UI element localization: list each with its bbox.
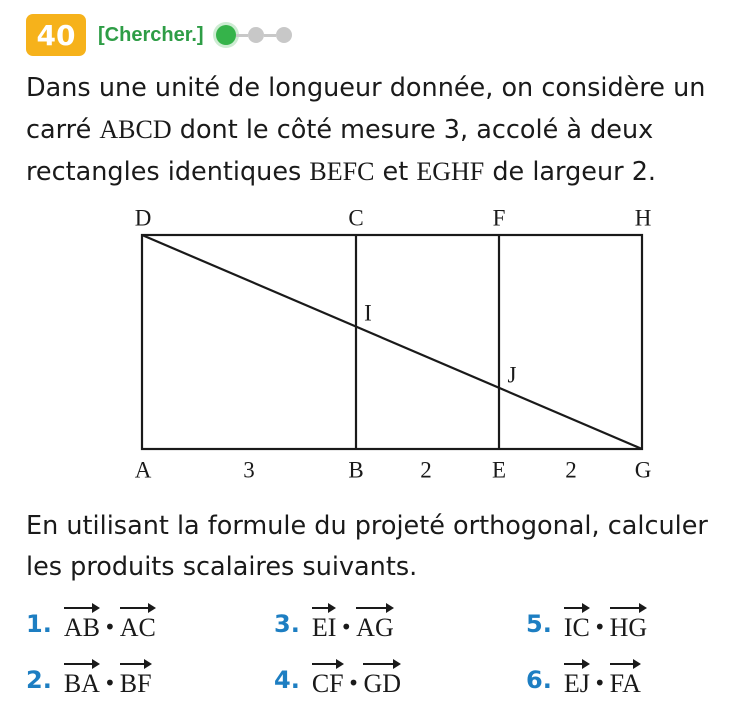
dot-product-symbol: •: [593, 671, 606, 695]
point-label-c: C: [348, 205, 364, 231]
vector-icon: BF: [120, 663, 152, 697]
difficulty-link: [264, 34, 276, 37]
exercise-number: 1.: [26, 610, 52, 638]
difficulty-dot-icon: [248, 27, 264, 43]
exercise-tag: [Chercher.]: [98, 23, 204, 46]
difficulty-link: [236, 34, 248, 37]
exercise-header: [26, 14, 292, 56]
vector-icon: BA: [64, 663, 100, 697]
exercise-number: 2.: [26, 666, 52, 694]
intro-text: de largeur 2.: [492, 157, 657, 187]
vector-icon: IC: [564, 607, 590, 641]
vector-icon: HG: [610, 607, 648, 641]
point-label-e: E: [491, 457, 507, 483]
exercise-item-2: [26, 660, 152, 700]
point-label-d: D: [134, 205, 152, 231]
exercise-item-6: [526, 660, 641, 700]
length-label-be: 2: [420, 457, 432, 483]
point-label-g: G: [634, 457, 652, 483]
intro-paragraph: [26, 68, 736, 193]
exercise-number: 6.: [526, 666, 552, 694]
difficulty-indicator: [216, 25, 292, 45]
dot-product-symbol: •: [103, 615, 116, 639]
vector-icon: EJ: [564, 663, 590, 697]
vector-icon: AG: [356, 607, 394, 641]
length-label-eg: 2: [565, 457, 577, 483]
question-text: En utilisant la formule du projeté orthogonal, calculer les produits scalaires suivants.: [26, 511, 708, 582]
point-label-i: I: [364, 300, 372, 326]
vector-icon: EI: [312, 607, 337, 641]
intro-text: dont le côté mesure 3, accolé à deux rectangles identiques: [26, 115, 654, 187]
difficulty-dot-active-icon: [216, 25, 236, 45]
figure-drawing: [0, 195, 750, 495]
point-label-f: F: [492, 205, 506, 231]
point-label-j: J: [507, 362, 517, 388]
intro-text: et: [382, 157, 409, 187]
vector-icon: FA: [610, 663, 641, 697]
rectangle-name: BEFC: [309, 157, 375, 186]
exercise-number: 4.: [274, 666, 300, 694]
square-name: ABCD: [99, 115, 172, 144]
length-label-ab: 3: [243, 457, 255, 483]
exercise-number: 3.: [274, 610, 300, 638]
exercise-number-badge: 40: [26, 14, 86, 56]
dot-product-symbol: •: [103, 671, 116, 695]
difficulty-dot-icon: [276, 27, 292, 43]
exercise-item-3: [274, 604, 394, 644]
vector-icon: AC: [120, 607, 156, 641]
point-label-b: B: [348, 457, 364, 483]
point-label-a: A: [134, 457, 152, 483]
exercise-number: 5.: [526, 610, 552, 638]
vector-icon: AB: [64, 607, 100, 641]
rectangle-name: EGHF: [416, 157, 485, 186]
diagonal-dg: [142, 235, 642, 449]
dot-product-symbol: •: [347, 671, 360, 695]
vector-icon: CF: [312, 663, 344, 697]
dot-product-symbol: •: [593, 615, 606, 639]
exercise-item-5: [526, 604, 647, 644]
intro-text: Dans une unité de longueur donnée, on considère un carré: [26, 73, 706, 145]
point-label-h: H: [634, 205, 652, 231]
exercise-item-1: [26, 604, 156, 644]
vector-icon: GD: [363, 663, 401, 697]
exercise-item-4: [274, 660, 401, 700]
geometry-figure: [0, 195, 750, 495]
dot-product-symbol: •: [340, 615, 353, 639]
